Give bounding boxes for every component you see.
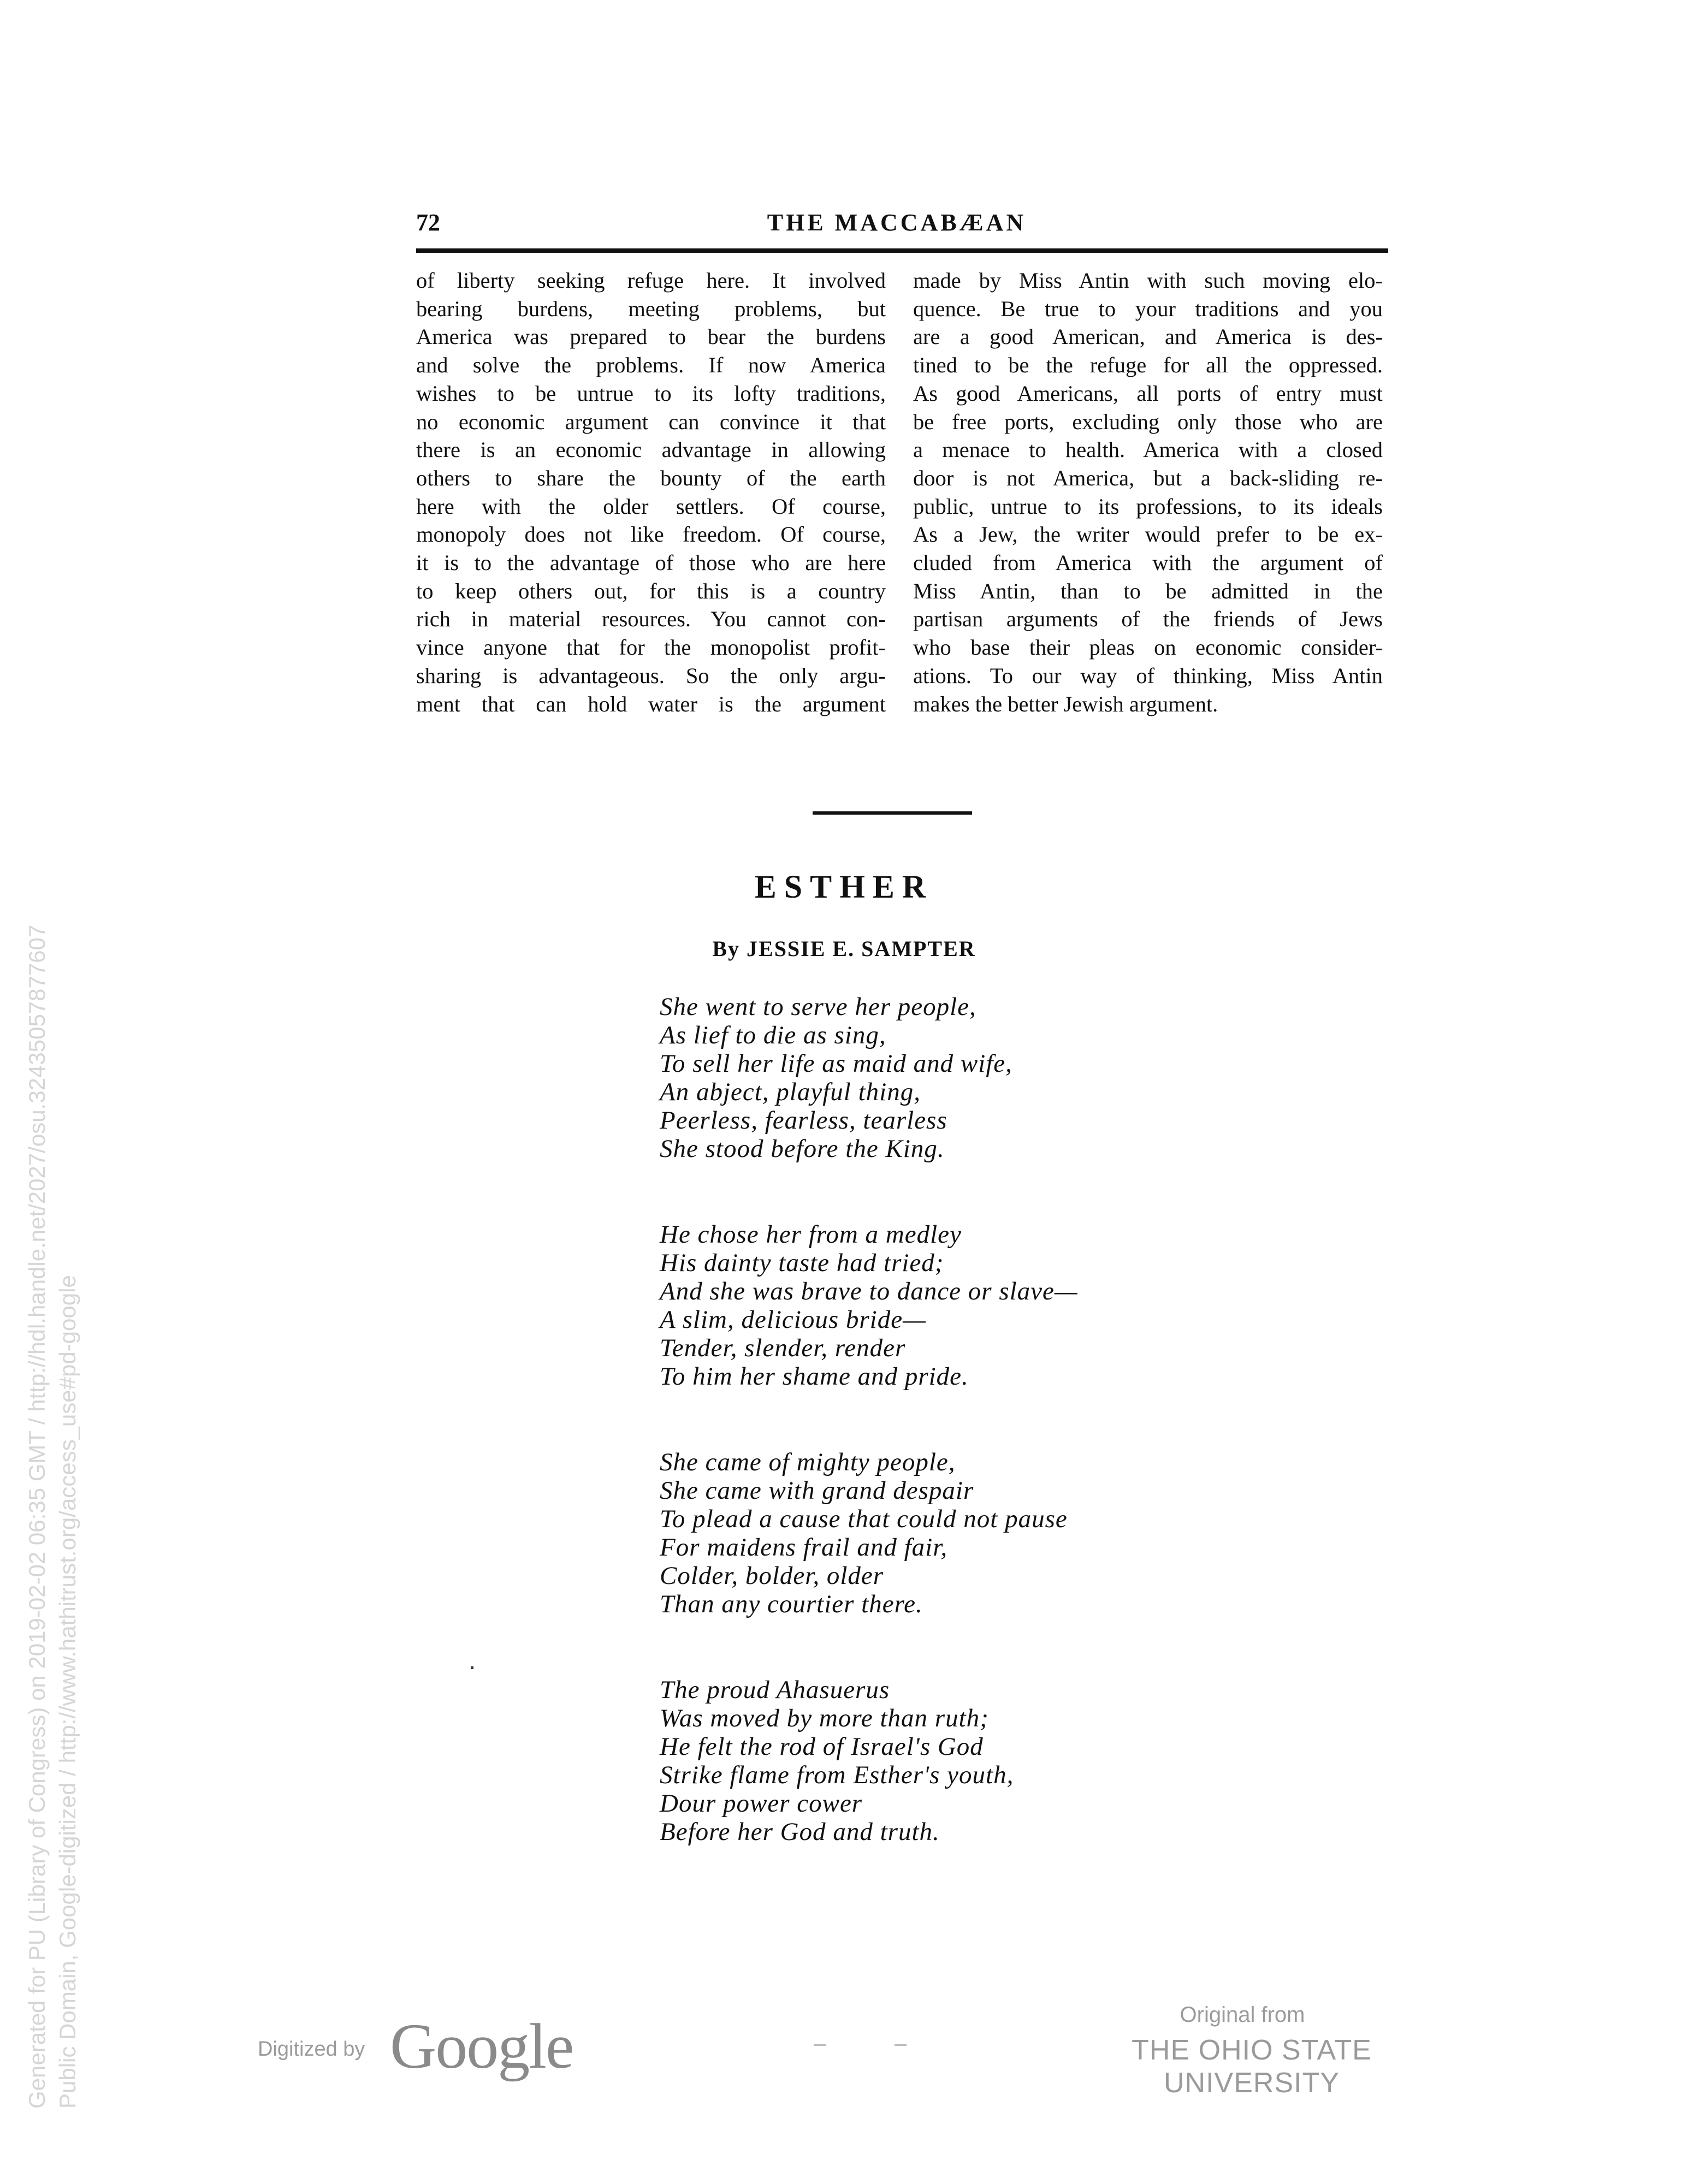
poem-line: She went to serve her people, xyxy=(660,993,976,1021)
watermark-line: Generated for PU (Library of Congress) on 2019-02-02 06:35 GMT / http://hdl.handle.net/2027/osu.32435057877607 xyxy=(24,924,50,2109)
text-line: a menace to health. America with a closed xyxy=(913,437,1383,462)
poem-line: She came of mighty people, xyxy=(660,1448,956,1476)
poem-line: To plead a cause that could not pause xyxy=(660,1505,1068,1533)
text-line: others to share the bounty of the earth xyxy=(416,465,886,490)
text-line: vince anyone that for the monopolist profit- xyxy=(416,635,886,660)
poem-line: He chose her from a medley xyxy=(660,1220,962,1249)
footer-dashes xyxy=(814,2044,907,2046)
text-line: are a good American, and America is des- xyxy=(913,324,1383,349)
text-line: bearing burdens, meeting problems, but xyxy=(416,296,886,321)
text-line: ment that can hold water is the argument xyxy=(416,691,886,716)
text-line: it is to the advantage of those who are here xyxy=(416,550,886,575)
poem-line: Dour power cower xyxy=(660,1789,863,1818)
page-number: 72 xyxy=(416,209,440,236)
poem-line: An abject, playful thing, xyxy=(660,1078,921,1106)
text-line: no economic argument can convince it that xyxy=(416,409,886,434)
poem-line: Strike flame from Esther's youth, xyxy=(660,1761,1014,1789)
text-line: As good Americans, all ports of entry must xyxy=(913,381,1383,406)
text-line: wishes to be untrue to its lofty traditions, xyxy=(416,381,886,406)
text-line: door is not America, but a back-sliding re- xyxy=(913,465,1383,490)
poem-line: Tender, slender, render xyxy=(660,1334,906,1362)
text-line: monopoly does not like freedom. Of course, xyxy=(416,522,886,547)
text-line: and solve the problems. If now America xyxy=(416,353,886,378)
stanza xyxy=(660,993,1424,1163)
original-from-label: Original from xyxy=(1180,2003,1305,2027)
scan-speck xyxy=(471,1666,473,1669)
poem-title: ESTHER xyxy=(754,869,934,905)
poem-line: Colder, bolder, older xyxy=(660,1562,884,1590)
text-line: cluded from America with the argument of xyxy=(913,550,1383,575)
text-line: makes the better Jewish argument. xyxy=(913,691,1218,716)
hathitrust-watermark xyxy=(22,815,83,2109)
poem-author: By JESSIE E. SAMPTER xyxy=(712,936,976,961)
text-line: who base their pleas on economic consider- xyxy=(913,635,1383,660)
left-column xyxy=(416,266,886,718)
poem-line: A slim, delicious bride— xyxy=(660,1305,926,1334)
text-line: quence. Be true to your traditions and you xyxy=(913,296,1383,321)
digitized-by-label: Digitized by xyxy=(258,2038,365,2061)
text-line: sharing is advantageous. So the only argu- xyxy=(416,663,886,688)
text-line: be free ports, excluding only those who are xyxy=(913,409,1383,434)
poem-line: She came with grand despair xyxy=(660,1476,974,1505)
poem-line: And she was brave to dance or slave— xyxy=(660,1277,1078,1305)
text-line: ations. To our way of thinking, Miss Antin xyxy=(913,663,1383,688)
poem-line: As lief to die as sing, xyxy=(660,1021,886,1049)
text-line: here with the older settlers. Of course, xyxy=(416,494,886,519)
google-logo: Google xyxy=(390,2010,573,2082)
text-line: rich in material resources. You cannot con- xyxy=(416,607,886,632)
poem-line: His dainty taste had tried; xyxy=(660,1249,944,1277)
poem-line: To sell her life as maid and wife, xyxy=(660,1049,1012,1078)
poem-line: She stood before the King. xyxy=(660,1135,945,1163)
text-line: made by Miss Antin with such moving elo- xyxy=(913,268,1383,293)
poem-line: He felt the rod of Israel's God xyxy=(660,1732,984,1761)
stanza xyxy=(660,1220,1424,1391)
watermark-line: Public Domain, Google-digitized / http://www.hathitrust.org/access_use#pd-google xyxy=(55,1275,80,2109)
text-line: tined to be the refuge for all the oppressed. xyxy=(913,353,1383,378)
text-line: Miss Antin, than to be admitted in the xyxy=(913,578,1383,603)
poem-line: For maidens frail and fair, xyxy=(660,1533,948,1562)
digitized-by-google xyxy=(258,2009,585,2080)
stanza xyxy=(660,1676,1424,1846)
text-line: there is an economic advantage in allowing xyxy=(416,437,886,462)
header-rule xyxy=(416,248,1388,253)
text-line: of liberty seeking refuge here. It involved xyxy=(416,268,886,293)
text-line: America was prepared to bear the burdens xyxy=(416,324,886,349)
poem-line: Than any courtier there. xyxy=(660,1590,923,1618)
right-column xyxy=(913,266,1383,718)
poem-line: To him her shame and pride. xyxy=(660,1362,969,1391)
text-line: public, untrue to its professions, to its ideals xyxy=(913,494,1383,519)
poem-body xyxy=(660,993,1424,1903)
running-head: THE MACCABÆAN xyxy=(767,209,1027,236)
text-line: to keep others out, for this is a country xyxy=(416,578,886,603)
poem-line: Was moved by more than ruth; xyxy=(660,1704,989,1732)
poem-line: Peerless, fearless, tearless xyxy=(660,1106,947,1135)
article-columns xyxy=(416,266,1388,736)
page-header xyxy=(416,209,1377,247)
stanza xyxy=(660,1448,1424,1618)
section-divider xyxy=(813,811,972,815)
poem-line: The proud Ahasuerus xyxy=(660,1676,890,1704)
text-line: partisan arguments of the friends of Jews xyxy=(913,607,1383,632)
text-line: As a Jew, the writer would prefer to be ex- xyxy=(913,522,1383,547)
source-university: THE OHIO STATE UNIVERSITY xyxy=(1132,2034,1372,2099)
poem-line: Before her God and truth. xyxy=(660,1818,940,1846)
